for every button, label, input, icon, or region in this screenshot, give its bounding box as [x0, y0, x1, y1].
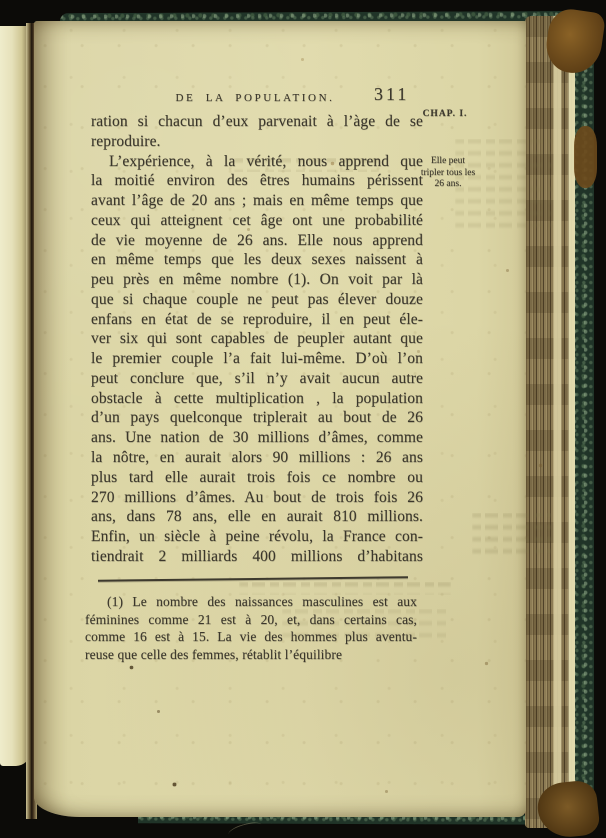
sidenote — [417, 156, 479, 191]
body-line: tiendrait 2 milliards 400 millions d’habitans — [91, 547, 423, 565]
footnote-line: reuse que celle des femmes, rétablit l’équilibre — [85, 647, 343, 663]
body-line: enfans en état de se reproduire, il en peut éle- — [91, 310, 423, 328]
page-number: 311 — [374, 84, 410, 104]
sidenote-line: 26 ans. — [434, 179, 462, 189]
body-line: 270 millions d’âmes. Au bout de trois fois 26 — [91, 488, 423, 506]
sidenote-line: tripler tous les — [420, 167, 476, 178]
footnote-line: (1) Le nombre des naissances masculines est aux — [107, 594, 417, 609]
body-line: ver six qui sont capables de peupler autant que — [91, 330, 423, 348]
body-line: d’un pays quelconque triplerait au bout de 26 — [91, 409, 423, 427]
body-line: le premier couple l’a fait lui-même. D’où l’on — [91, 350, 423, 368]
body-line: que si chaque couple ne peut pas élever douze — [91, 290, 423, 308]
footnote-separator — [98, 576, 408, 582]
body-line: reproduire. — [91, 132, 161, 150]
body-line: peu près en même nombre (1). On voit par là — [91, 271, 423, 289]
page-fore-edges — [525, 16, 575, 828]
running-header: DE LA POPULATION. — [175, 92, 335, 104]
body-line: avant l’âge de 20 ans ; mais en même temps que — [91, 192, 423, 210]
body-line: de vie moyenne de 26 ans. Elle nous apprend — [91, 231, 423, 249]
ink-showthrough — [472, 513, 552, 561]
book-page — [34, 21, 526, 817]
body-line: L’expérience, à la vérité, nous apprend que — [109, 152, 423, 170]
body-text — [91, 113, 423, 568]
footnote-line: féminines comme 21 est à 20, et, dans certains cas, — [85, 611, 417, 627]
body-line: ans, dans 78 ans, elle en aurait 810 millions. — [91, 508, 423, 526]
body-line: Enfin, un siècle à peine révolu, la France con- — [91, 528, 423, 546]
body-line: ration si chacun d’eux parvenait à l’àge de se — [91, 113, 423, 130]
body-line: obstacle à cette multiplication , la population — [91, 389, 423, 407]
body-line: ans. Une nation de 30 millions d’âmes, comme — [91, 429, 423, 447]
body-line: peut conclure que, s’il n’y avait aucun autre — [91, 369, 423, 387]
sidenote-line: Elle peut — [430, 156, 466, 166]
foxing-specks — [34, 21, 35, 22]
chapter-margin-note: CHAP. I. — [422, 109, 468, 119]
footnote-line: comme 16 est à 15. La vie des hommes plus aventu- — [85, 629, 417, 645]
footnote — [85, 594, 417, 665]
body-line: ceux qui atteignent cet âge ont une probabilité — [91, 211, 423, 229]
leather-patch-right — [574, 126, 597, 188]
body-line: plus tard elle aurait trois fois ce nombre ou — [91, 468, 423, 486]
body-line: la nôtre, en aurait alors 90 millions : 26 ans — [91, 449, 423, 467]
body-line: la moitié environ des êtres humains périssent — [91, 172, 423, 190]
body-line: en même temps que les deux sexes naissent à — [91, 251, 423, 269]
